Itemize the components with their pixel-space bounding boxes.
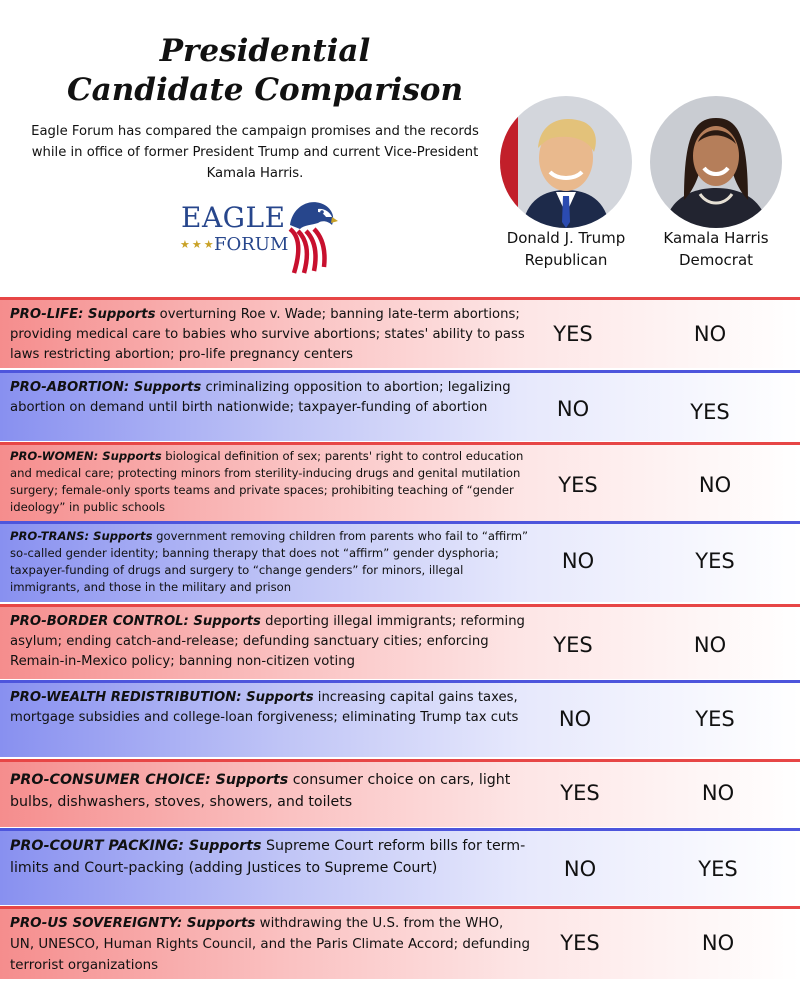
trump-answer: YES xyxy=(560,781,600,805)
table-row xyxy=(0,521,800,602)
eagle-head-icon xyxy=(282,195,338,277)
row-label: PRO-CONSUMER CHOICE: Supports xyxy=(10,772,289,788)
trump-answer: YES xyxy=(553,633,593,657)
harris-answer: NO xyxy=(701,781,735,805)
harris-party: Democrat xyxy=(678,251,754,269)
row-description xyxy=(10,378,530,418)
page-title-line2: Candidate Comparison xyxy=(66,72,464,108)
logo-word-eagle: EAGLE xyxy=(181,201,286,234)
row-description xyxy=(10,688,530,728)
row-description xyxy=(10,528,530,596)
row-label: PRO-WEALTH REDISTRIBUTION: Supports xyxy=(10,690,314,705)
row-label: PRO-BORDER CONTROL: Supports xyxy=(10,614,261,629)
trump-answer: NO xyxy=(563,857,597,881)
trump-answer: YES xyxy=(560,931,600,955)
row-text: consumer choice on cars, light bulbs, dishwashers, stoves, showers, and toilets xyxy=(10,772,511,810)
header xyxy=(0,0,800,290)
intro-text: Eagle Forum has compared the campaign promises and the records while in office of former President Trump and current Vice-President Kamala Harris. xyxy=(31,124,479,181)
row-description xyxy=(10,305,530,365)
row-text: biological definition of sex; parents' right to control education and medical care; protecting minors from sterility-inducing drugs and genital mutilation surgery; female-only sports teams and private spaces; prohibiting teaching of “gender ideology” in public schools xyxy=(10,449,524,514)
row-label: PRO-ABORTION: Supports xyxy=(10,380,202,395)
row-description xyxy=(10,448,530,516)
harris-answer: NO xyxy=(693,633,727,657)
trump-answer: NO xyxy=(556,397,590,421)
row-text: criminalizing opposition to abortion; legalizing abortion on demand until birth nationwide; taxpayer-funding of abortion xyxy=(10,380,511,415)
logo-word-forum: FORUM xyxy=(214,234,289,255)
row-label: PRO-COURT PACKING: Supports xyxy=(10,838,262,854)
table-row xyxy=(0,604,800,679)
harris-answer: NO xyxy=(698,473,732,497)
table-row xyxy=(0,370,800,441)
harris-answer: NO xyxy=(693,322,727,346)
row-label: PRO-US SOVEREIGNTY: Supports xyxy=(10,916,256,931)
harris-answer: YES xyxy=(690,400,730,424)
trump-answer: NO xyxy=(561,549,595,573)
harris-name: Kamala Harris xyxy=(663,229,769,247)
harris-portrait xyxy=(650,96,782,228)
row-label: PRO-LIFE: Supports xyxy=(10,307,156,322)
row-text: Supreme Court reform bills for term-limits and Court-packing (adding Justices to Supreme Court) xyxy=(10,838,526,876)
row-description xyxy=(10,612,530,672)
row-text: increasing capital gains taxes, mortgage subsidies and college-loan forgiveness; eliminating Trump tax cuts xyxy=(10,690,519,725)
trump-party: Republican xyxy=(524,251,608,269)
table-row xyxy=(0,759,800,827)
trump-answer: YES xyxy=(558,473,598,497)
table-row xyxy=(0,906,800,979)
harris-answer: NO xyxy=(701,931,735,955)
logo-stars: ★★★ xyxy=(180,238,216,251)
row-text: overturning Roe v. Wade; banning late-term abortions; providing medical care to babies who survive abortions; states' ability to pass laws restricting abortion; pro-life pregnancy centers xyxy=(10,307,525,362)
page-title-line1: Presidential xyxy=(159,33,371,69)
table-row xyxy=(0,442,800,522)
row-text: withdrawing the U.S. from the WHO, UN, UNESCO, Human Rights Council, and the Paris Climate Accord; defunding terrorist organizations xyxy=(10,916,531,973)
row-text: government removing children from parents who fail to “affirm” so-called gender identity; banning therapy that does not “affirm” gender dysphoria; taxpayer-funding of drugs and surgery to “change genders” for minors, illegal immigrants, and those in the military and prison xyxy=(10,529,529,594)
row-label: PRO-TRANS: Supports xyxy=(10,529,153,543)
row-description xyxy=(10,769,530,813)
row-description xyxy=(10,913,530,976)
trump-portrait xyxy=(500,96,632,228)
harris-answer: YES xyxy=(698,857,738,881)
eagle-forum-logo xyxy=(178,195,338,277)
row-label: PRO-WOMEN: Supports xyxy=(10,449,162,463)
table-row xyxy=(0,297,800,368)
harris-answer: YES xyxy=(695,707,735,731)
trump-answer: NO xyxy=(558,707,592,731)
trump-answer: YES xyxy=(553,322,593,346)
row-text: deporting illegal immigrants; reforming asylum; ending catch-and-release; defunding sanctuary cities; enforcing Remain-in-Mexico policy; banning non-citizen voting xyxy=(10,614,525,669)
table-row xyxy=(0,680,800,757)
row-description xyxy=(10,835,530,879)
table-row xyxy=(0,828,800,905)
trump-name: Donald J. Trump xyxy=(506,229,626,247)
harris-answer: YES xyxy=(695,549,735,573)
